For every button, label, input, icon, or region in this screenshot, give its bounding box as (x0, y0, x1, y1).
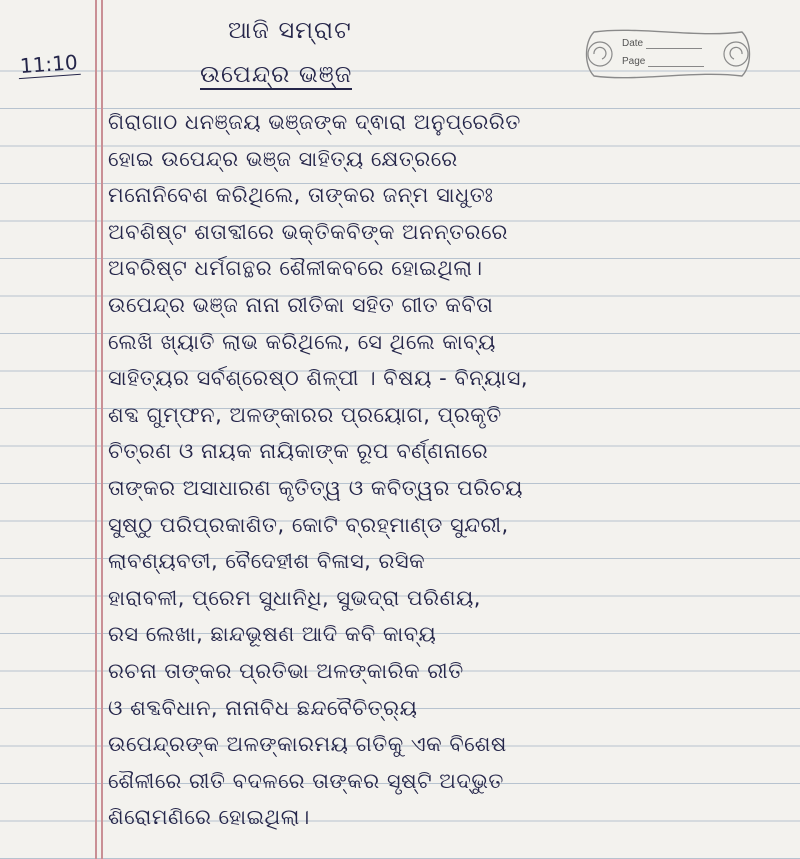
text-line: ଓ ଶବ୍ଦବିଧାନ, ନାନାବିଧ ଛନ୍ଦବୈଚିତ୍ର୍ୟ (108, 695, 418, 720)
text-line: ହୋଇ ଉପେନ୍ଦ୍ର ଭଞ୍ଜ ସାହିତ୍ୟ କ୍ଷେତ୍ରରେ (108, 146, 458, 171)
text-line: ଉପେନ୍ଦ୍ର ଭଞ୍ଜ ନାନା ରୀତିକା ସହିତ ଗୀତ କବିତା (108, 292, 494, 317)
text-line: ହାରାବଳୀ, ପ୍ରେମ ସୁଧାନିଧି, ସୁଭଦ୍ରା ପରିଣୟ, (108, 585, 481, 610)
time-note: 11:10 (17, 50, 80, 79)
text-line: ଚିତ୍ରଣ ଓ ନାୟକ ନାୟିକାଙ୍କ ରୂପ ବର୍ଣ୍ଣନାରେ (108, 439, 489, 464)
date-field (622, 38, 702, 49)
text-line: ରଚନା ତାଙ୍କର ପ୍ରତିଭା ଅଳଙ୍କାରିକ ରୀତି (108, 658, 464, 683)
text-line: ଲାବଣ୍ୟବତୀ, ବୈଦେହୀଶ ବିଳାସ, ରସିକ (108, 549, 426, 574)
page-heading: ଆଜି ସମ୍ରାଟ (228, 16, 352, 44)
date-page-stamp (576, 24, 760, 84)
margin-line (95, 0, 97, 859)
page-field (622, 56, 704, 67)
text-line: ମନୋନିବେଶ କରିଥିଲେ, ତାଙ୍କର ଜନ୍ମ ସାଧୁତଃ (108, 183, 494, 208)
text-line: ଶିରୋମଣିରେ ହୋଇଥିଲା। (108, 805, 310, 830)
text-line: ଉପେନ୍ଦ୍ରଙ୍କ ଅଳଙ୍କାରମୟ ଗତିକୁ ଏକ ବିଶେଷ (108, 732, 507, 757)
text-line: ଅବରିଷ୍ଟ ଧର୍ମଗନ୍ଥର ଶୈଳୀକବରେ ହୋଇଥିଲା। (108, 256, 483, 281)
date-label: Date (622, 38, 644, 49)
text-line: ଲେଖି ଖ୍ୟାତି ଲାଭ କରିଥିଲେ, ସେ ଥିଲେ କାବ୍ୟ (108, 329, 496, 354)
handwritten-body (108, 104, 788, 836)
text-line: ତାଙ୍କର ଅସାଧାରଣ କୃତିତ୍ୱ ଓ କବିତ୍ୱର ପରିଚୟ (108, 475, 524, 500)
margin-line (101, 0, 103, 859)
page-label: Page (622, 56, 646, 67)
text-line: ଗିରାଗାଠ ଧନଞ୍ଜୟ ଭଞ୍ଜଙ୍କ ଦ୍ଵାରା ଅନୁପ୍ରେରିତ (108, 110, 521, 134)
scroll-frame-icon (576, 24, 760, 84)
page-subheading: ଉପେନ୍ଦ୍ର ଭଞ୍ଜ (200, 60, 353, 88)
text-line: ଅବଶିଷ୍ଟ ଶତାବ୍ଦୀରେ ଭକ୍ତିକବିଙ୍କ ଅନନ୍ତରରେ (108, 219, 508, 244)
text-line: ରସ ଲେଖା, ଛାନ୍ଦଭୂଷଣ ଆଦି କବି କାବ୍ୟ (108, 622, 437, 647)
text-line: ସାହିତ୍ୟର ସର୍ବଶ୍ରେଷ୍ଠ ଶିଳ୍ପୀ । ବିଷୟ - ବିନ୍ୟାସ, (108, 366, 529, 391)
text-line: ସୁଷ୍ଠୁ ପରିପ୍ରକାଶିତ, କୋଟି ବ୍ରହ୍ମାଣ୍ଡ ସୁନ୍ଦରୀ, (108, 512, 509, 537)
text-line: ଶୈଳୀରେ ରୀତି ବଦଳରେ ତାଙ୍କର ସୃଷ୍ଟି ଅଦ୍ଭୁତ (108, 768, 504, 793)
text-line: ଶବ୍ଦ ଗୁମ୍ଫନ, ଅଳଙ୍କାରର ପ୍ରୟୋଗ, ପ୍ରକୃତି (108, 402, 502, 427)
